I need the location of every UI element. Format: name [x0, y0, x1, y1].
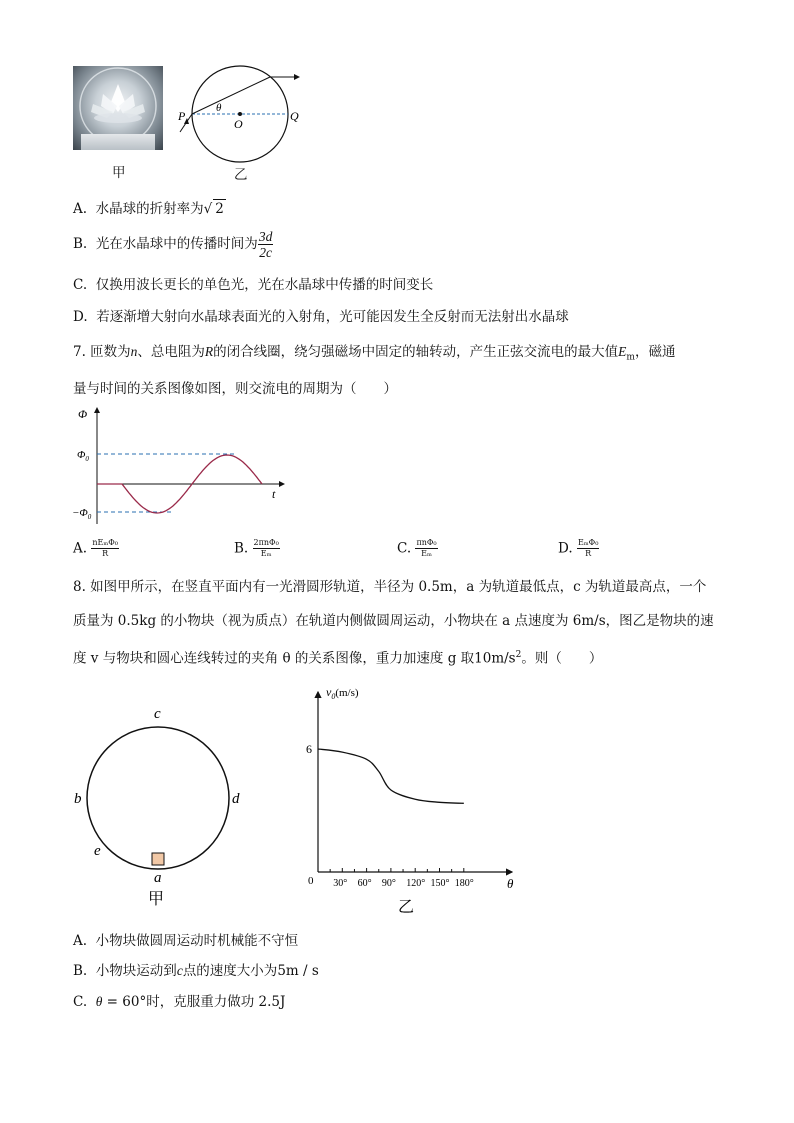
q8-stem-line3: 度 v 与物块和圆心连线转过的夹角 θ 的关系图像，重力加速度 g 取$10m/s^2$。则（ ） — [73, 650, 603, 667]
x-tick-label-150: 150° — [430, 878, 450, 889]
q6-option-d: D. 若逐渐增大射向水晶球表面光的入射角，光可能因发生全反射而无法射出水晶球 — [73, 309, 569, 325]
q7-option-c: C. $\frac{\text{πnΦ₀}}{\text{Eₘ}}$ — [397, 538, 437, 558]
neg-phi0-label: $-\Phi_0$ — [72, 507, 92, 521]
x-tick-label-90: 90° — [381, 878, 396, 889]
x-tick-label-60: 60° — [357, 878, 372, 889]
q7-option-a: A. $\frac{\text{nEₘΦ₀}}{R}$ — [73, 538, 119, 558]
crystal-ball-photo — [73, 66, 163, 150]
graph-y-label: $v_0(m/s)$ — [326, 685, 359, 701]
point-d-label: d — [232, 791, 240, 807]
x-tick-labels — [333, 878, 474, 889]
q8-option-b: B. 小物块运动到c点的速度大小为5m / s — [73, 963, 319, 979]
q8-stem-line2: 质量为 0.5kg 的小物块（视为质点）在轨道内侧做圆周运动，小物块在 a 点速度为 6m/s，图乙是物块的速 — [73, 613, 714, 629]
x-tick-label-30: 30° — [333, 878, 348, 889]
diagram-caption: 乙 — [234, 167, 248, 183]
q7-option-b: B. $\frac{\text{2πnΦ₀}}{\text{Eₘ}}$ — [234, 538, 279, 558]
label-q: Q — [290, 109, 299, 123]
circular-track-diagram — [70, 700, 260, 912]
q8-stem-line1: 8. 如图甲所示，在竖直平面内有一光滑圆形轨道，半径为 0.5m，a 为轨道最低点，c 为轨道最高点，一个 — [73, 579, 707, 595]
velocity-curve — [318, 749, 464, 803]
track-caption: 甲 — [148, 891, 165, 908]
point-a-label: a — [154, 870, 162, 886]
graph-y-tick-6: 6 — [306, 742, 312, 756]
velocity-angle-graph — [304, 680, 524, 920]
block-icon — [152, 853, 164, 865]
q7-stem-line2: 量与时间的关系图像如图，则交流电的周期为（ ） — [73, 381, 397, 397]
phi0-label: $\Phi_0$ — [77, 449, 89, 463]
q6-option-b: B. 光在水晶球中的传播时间为 $\frac{3d}{2c}$ — [73, 229, 273, 260]
point-c-label: c — [154, 706, 161, 722]
x-tick-label-120: 120° — [406, 878, 426, 889]
q8-option-a: A. 小物块做圆周运动时机械能不守恒 — [73, 933, 299, 949]
crystal-ball-stand — [81, 134, 155, 150]
point-b-label: b — [74, 791, 82, 807]
graph-caption: 乙 — [398, 899, 415, 916]
q8-option-c: C. θ = 60°时，克服重力做功 2.5J — [73, 994, 286, 1010]
graph-origin: 0 — [308, 875, 314, 887]
q6-option-c: C. 仅换用波长更长的单色光，光在水晶球中传播的时间变长 — [73, 277, 434, 293]
label-theta: θ — [216, 102, 222, 114]
point-e-label: e — [94, 843, 101, 859]
graph-x-label: θ — [507, 876, 514, 891]
q6-option-a: A. 水晶球的折射率为√ 2 — [73, 201, 224, 217]
label-p: P — [178, 109, 186, 123]
photo-caption: 甲 — [112, 165, 126, 181]
x-tick-label-180: 180° — [454, 878, 474, 889]
flux-x-label: t — [272, 487, 276, 501]
flux-y-label: Φ — [78, 407, 88, 421]
q7-option-d: D. $\frac{\text{EₘΦ₀}}{R}$ — [558, 538, 599, 558]
refraction-diagram — [170, 64, 310, 172]
label-o: O — [234, 117, 243, 131]
flux-time-graph — [72, 404, 292, 530]
q7-stem-line1: 7. 匝数为n、总电阻为R的闭合线圈，绕匀强磁场中固定的轴转动，产生正弦交流电的最大值$E_m$，磁通 — [73, 344, 676, 363]
